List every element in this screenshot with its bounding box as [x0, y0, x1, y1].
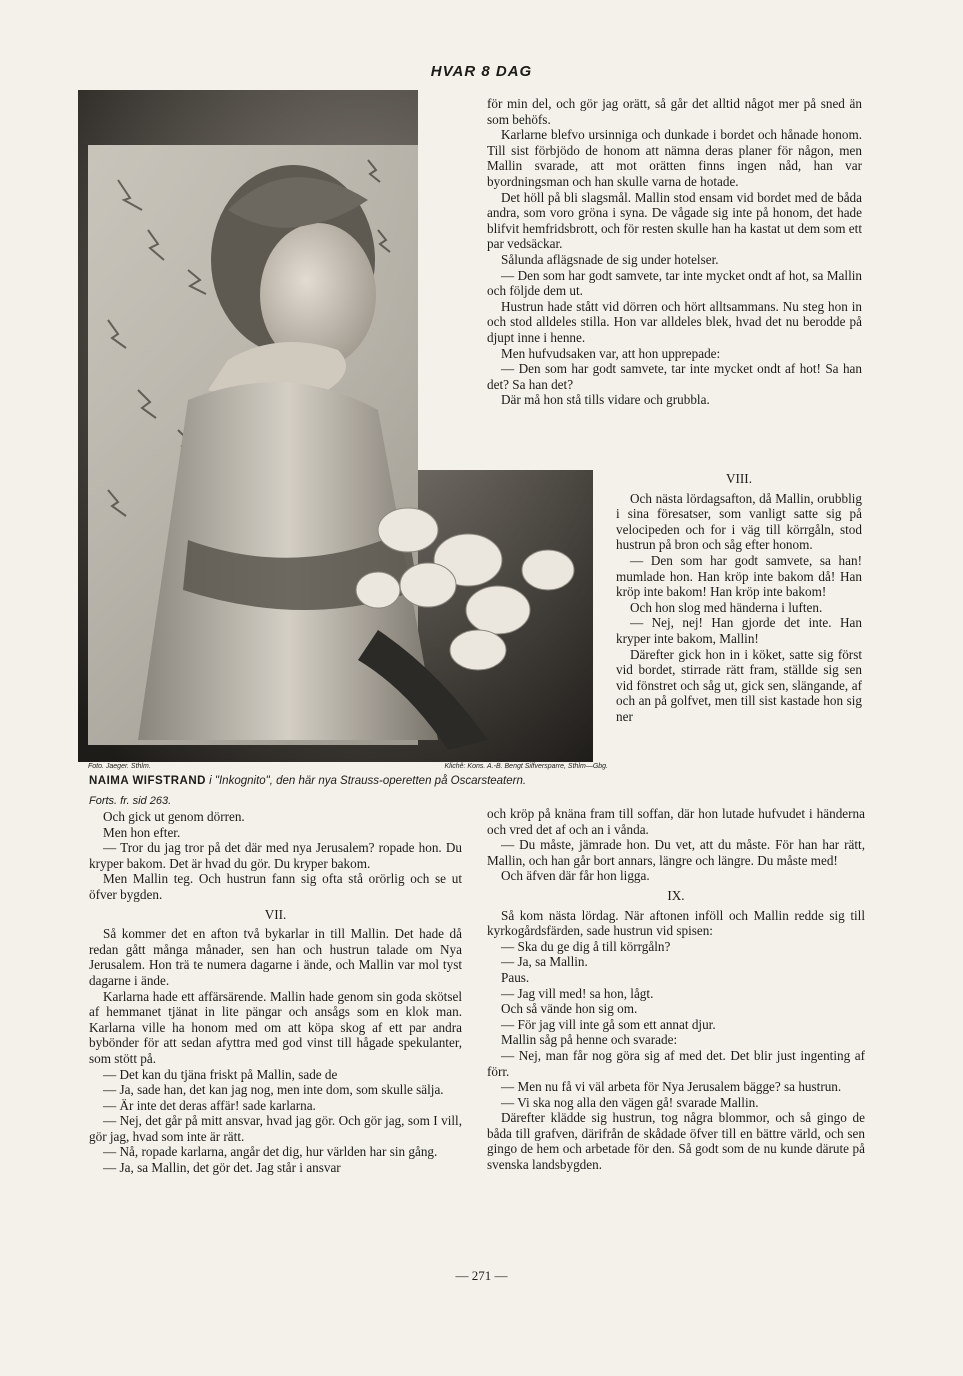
paragraph: Därefter klädde sig hustrun, tog några blommor, och så gingo de båda till grafven, därifrån de skådade öfver till en bättre värld, och sen gingo de hem och arbetade för den. Så godt som de nu kunde därute på svenska landsbygden. — [487, 1110, 865, 1173]
running-header: HVAR 8 DAG — [430, 63, 533, 80]
caption-name: NAIMA WIFSTRAND — [89, 775, 206, 787]
section-heading: VII. — [264, 906, 287, 922]
paragraph: Så kommer det en afton två bykarlar in till Mallin. Det hade då redan gått många månader, sen han och hustrun talade om Nya Jerusalem. Hon trä te numera dagarne i ände, och Mallin var mol tyst dagarne i ände. — [89, 926, 462, 988]
continuation-note: Forts. fr. sid 263. — [89, 795, 172, 807]
right-column-middle — [616, 467, 862, 725]
paragraph: Mallin såg på henne och svarade: — [501, 1032, 678, 1048]
paragraph: — Ska du ge dig å till körrgåln? — [501, 938, 671, 954]
paragraph: — Det kan du tjäna friskt på Mallin, sade de — [103, 1066, 338, 1082]
paragraph: för min del, och gör jag orätt, så går det alltid något mer på sned än som behöfs. — [487, 96, 862, 127]
section-heading: IX. — [667, 887, 685, 903]
paragraph: Och äfven där får hon ligga. — [501, 868, 650, 884]
paragraph: — Den som har godt samvete, tar inte mycket ondt af hot! Sa han det? Sa han det? — [487, 361, 862, 392]
paragraph: — Jag vill med! sa hon, lågt. — [501, 985, 654, 1001]
paragraph: och kröp på knäna fram till soffan, där hon lutade hufvudet i händerna och vred det af och an i vånda. — [487, 806, 865, 837]
paragraph: — För jag vill inte gå som ett annat djur. — [501, 1016, 716, 1032]
paragraph: Men hufvudsaken var, att hon upprepade: — [501, 345, 721, 361]
paragraph: — Ja, sade han, det kan jag nog, men inte dom, som skulle sälja. — [103, 1082, 444, 1098]
paragraph: Och nästa lördagsafton, då Mallin, orubblig i sina föresatser, som vanligt satte sig på velocipeden och for i väg till körrgåln, stod hustrun på bron och såg efter honom. — [616, 490, 862, 553]
right-column-lower — [487, 806, 865, 1173]
left-column — [89, 809, 462, 1176]
paragraph: — Nå, ropade karlarna, angår det dig, hur världen har sin gång. — [103, 1144, 438, 1160]
section-heading: VIII. — [726, 471, 752, 486]
paragraph: Hustrun hade stått vid dörren och hört alltsammans. Nu steg hon in och stod alldeles stilla. Hon var alldeles blek, hvad det nu berodde på djupt inne i henne. — [487, 298, 862, 345]
paragraph: — Är inte det deras affär! sade karlarna. — [103, 1097, 316, 1113]
right-column-top — [487, 96, 862, 408]
paragraph: — Du måste, jämrade hon. Du vet, att du måste. För han har rätt, Mallin, och han går bort annars, längre och längre. Du måste med! — [487, 837, 865, 868]
paragraph: Karlarna hade ett affärsärende. Mallin hade genom sin goda skötsel af hemmanet tjänat in lite pängar och ansågs som en klok man. Karlarna ville ha honom med om att köpa skog af ett par andra bybönder för att sedan afyttra med god vinst till hågade spekulanter, som stött på. — [89, 988, 462, 1066]
paragraph: Och hon slog med händerna i luften. — [630, 599, 823, 615]
page-number: — 271 — — [455, 1268, 508, 1283]
paragraph: — Nej, det går på mitt ansvar, hvad jag gör. Och gör jag, som I vill, gör jag, hvad som inte är rätt. — [89, 1113, 462, 1144]
paragraph: — Ja, sa Mallin, det gör det. Jag står i ansvar — [103, 1160, 341, 1176]
paragraph: — Men nu få vi väl arbeta för Nya Jerusalem bägge? sa hustrun. — [501, 1079, 842, 1095]
paragraph: Där må hon stå tills vidare och grubbla. — [501, 392, 710, 408]
paragraph: Men Mallin teg. Och hustrun fann sig ofta stå orörlig och se ut öfver bygden. — [89, 871, 462, 902]
paragraph: Karlarne blefvo ursinniga och dunkade i bordet och hånade honom. Till sist förbjödo de honom att nämna deras planer för någon, men Mallin svarade, att mot orätten finns ingen nåd, han var byordningsman och han skulle varna de hotade. — [487, 127, 862, 189]
photo-credits — [88, 763, 608, 770]
paragraph: — Tror du jag tror på det där med nya Jerusalem? ropade hon. Du kryper bakom. Det är hvad du gör. Du kryper bakom. — [89, 840, 462, 871]
paragraph: Sålunda aflägsnade de sig under hotelser. — [501, 251, 719, 267]
paragraph: Paus. — [501, 969, 530, 985]
paragraph: Det höll på bli slagsmål. Mallin stod ensam vid bordet med de båda andra, som voro gröna i syna. De vågade sig inte på honom, det hade blifvit hemfridsbrott, och för resten skulle han ha kastat ut dem som ett par vedsäckar. — [487, 189, 862, 252]
paragraph: — Nej, man får nog göra sig af med det. Det blir just ingenting af förr. — [487, 1047, 865, 1079]
paragraph: Så kom nästa lördag. När aftonen inföll och Mallin redde sig till kyrkogårdsfärden, sade hustrun vid spisen: — [487, 907, 865, 939]
paragraph: — Den som har godt samvete, tar inte mycket ondt af hot, sa Mallin och följde dem ut. — [487, 267, 862, 299]
photo-caption — [89, 775, 609, 787]
paragraph: — Ja, sa Mallin. — [501, 954, 588, 970]
paragraph: Och så vände hon sig om. — [501, 1001, 638, 1017]
paragraph: — Vi ska nog alla den vägen gå! svarade Mallin. — [501, 1094, 759, 1110]
paragraph: Därefter gick hon in i köket, satte sig först vid bordet, stirrade rätt fram, ställde sig sen vid fönstret och såg ut, gick sen, slängande, af och an på golfvet, men till sist kastade hon sig ner — [616, 646, 862, 724]
caption-description: i "Inkognito", den här nya Strauss-operetten på Oscarsteatern. — [205, 775, 527, 787]
paragraph: Men hon efter. — [103, 824, 181, 840]
engraver-credit: Klichê: Kons. A.-B. Bengt Silfversparre, Sthlm—Gbg. — [444, 763, 608, 770]
photographer-credit: Foto. Jaeger. Sthlm. — [88, 763, 151, 770]
paragraph: — Den som har godt samvete, sa han! mumlade hon. Han kröp inte bakom då! Han kröp inte bakom! Han kröp inte bakom! — [616, 552, 862, 600]
paragraph: Och gick ut genom dörren. — [103, 809, 245, 824]
paragraph: — Nej, nej! Han gjorde det inte. Han kryper inte bakom, Mallin! — [616, 615, 862, 646]
